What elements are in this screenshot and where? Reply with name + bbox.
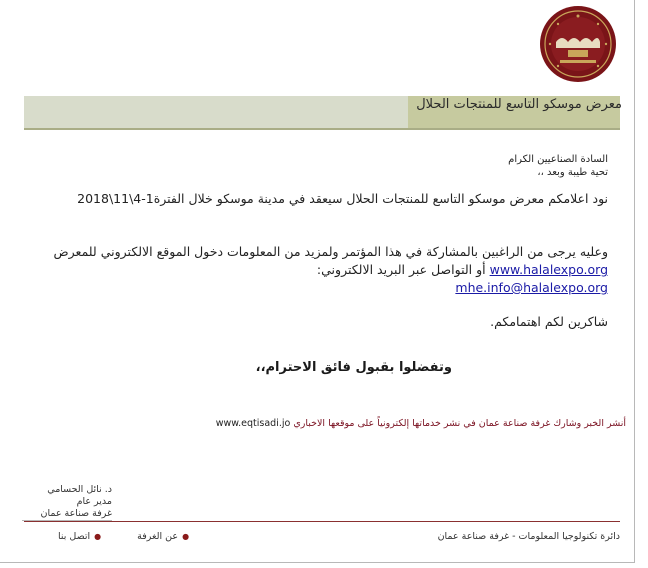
news-site-link[interactable]: www.eqtisadi.jo — [215, 418, 291, 429]
greeting — [508, 153, 608, 179]
footer-link-contact-label: اتصل بنا — [58, 531, 91, 542]
signature-org: غرفة صناعة عمان — [22, 508, 112, 521]
footer-link-about-label: عن الغرفة — [137, 531, 179, 542]
chamber-logo — [538, 4, 618, 84]
footer-link-contact[interactable] — [58, 531, 101, 542]
closing-line: وتفضلوا بقبول فائق الاحترام،، — [255, 360, 452, 375]
page-title: معرض موسكو التاسع للمنتجات الحلال — [416, 97, 622, 112]
greeting-line-2: تحية طيبة وبعد ،، — [537, 167, 608, 178]
footer-nav — [22, 531, 189, 542]
expo-email-link[interactable]: mhe.info@halalexpo.org — [455, 280, 608, 295]
thanks-paragraph: شاكرين لكم اهتمامكم. — [490, 314, 608, 329]
participation-mid-text: أو التواصل عبر البريد الالكتروني: — [316, 262, 490, 277]
signature-title: مدير عام — [76, 496, 112, 507]
expo-website-link[interactable]: www.halalexpo.org — [489, 262, 608, 277]
signature-name: د. نائل الحسامي — [47, 484, 112, 495]
footer-rule — [24, 521, 620, 522]
share-notice — [146, 417, 626, 431]
footer-department: دائرة تكنولوجيا المعلومات - غرفة صناعة عمان — [437, 531, 620, 542]
bullet-icon: ● — [182, 532, 190, 541]
signature-block — [22, 484, 112, 521]
greeting-line-1: السادة الصناعيين الكرام — [508, 154, 608, 165]
participation-text: وعليه يرجى من الراغبين بالمشاركة في هذا المؤتمر ولمزيد من المعلومات دخول الموقع الالكتروني للمعرض — [53, 244, 608, 259]
footer-link-about[interactable] — [137, 531, 189, 542]
title-banner-rule — [24, 128, 620, 130]
bullet-icon: ● — [94, 532, 102, 541]
share-text: أنشر الخبر وشارك غرفة صناعة عمان في نشر خدماتها إلكترونياً على موقعها الاخباري — [290, 418, 626, 429]
announcement-paragraph: نود اعلامكم معرض موسكو التاسع للمنتجات الحلال سيعقد في مدينة موسكو خلال الفترة1-4\11\2018 — [77, 191, 608, 206]
participation-paragraph — [18, 243, 608, 297]
